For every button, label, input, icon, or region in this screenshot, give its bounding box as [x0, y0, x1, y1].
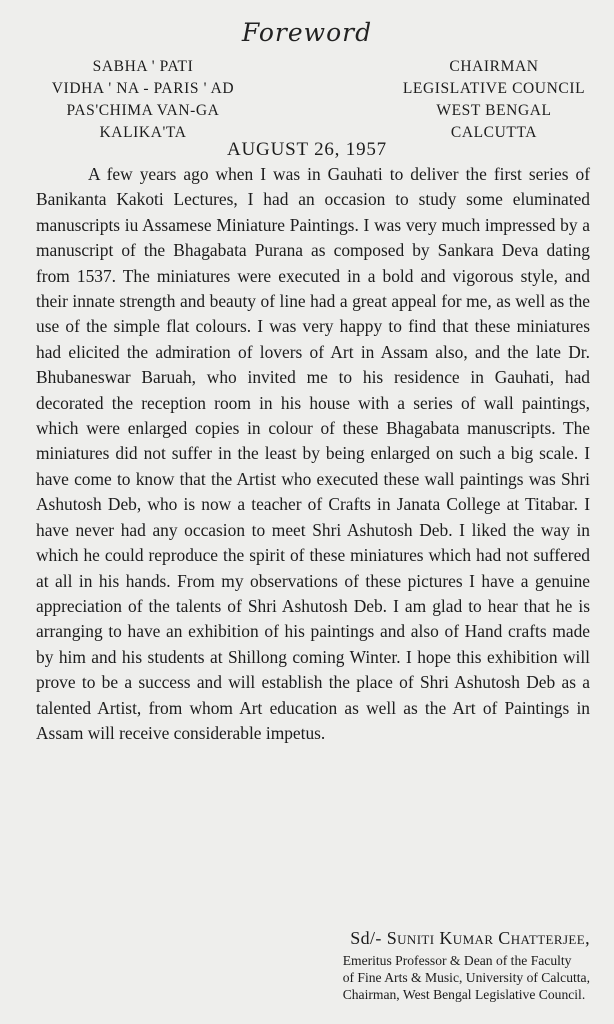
- address-left-line: PAS'CHIMA VAN-GA: [66, 102, 220, 119]
- address-right: [376, 56, 612, 144]
- signer-affiliation: [343, 952, 590, 1003]
- address-right-line: WEST BENGAL: [436, 102, 552, 119]
- address-left-line: VIDHA ' NA - PARIS ' AD: [51, 80, 235, 97]
- address-left: [18, 56, 268, 144]
- address-right-line: CHAIRMAN: [449, 58, 539, 75]
- address-left-line: KALIKA'TA: [99, 124, 187, 141]
- affiliation-line: of Fine Arts & Music, University of Calcutta,: [342, 970, 590, 985]
- affiliation-line: Emeritus Professor & Dean of the Faculty: [342, 953, 572, 968]
- signature-line: [350, 928, 590, 949]
- foreword-body: A few years ago when I was in Gauhati to deliver the first series of Banikanta Kakoti Lectures, I had an occasion to study some eluminated manuscripts iu Assamese Miniature Paintings. I was very much impressed by a manuscript of the Bhagabata Purana as composed by Sankara Deva dating from 1537. The miniatures were executed in a bold and vigorous style, and their innate strength and beauty of line had a great appeal for me, as well as the use of the simple flat colours. I was very happy to find that these miniatures had elicited the admiration of lovers of Art in Assam also, and the late Dr. Bhubaneswar Baruah, who invited me to his residence in Gauhati, had decorated the reception room in his house with a series of wall paintings, which were enlarged copies in colour of these Bhagabata manuscripts. The miniatures did not suffer in the least by being enlarged on such a big scale. I have come to know that the Artist who executed these wall paintings was Shri Ashutosh Deb, who is now a teacher of Crafts in Janata College at Titabar. I have never had any occasion to meet Shri Ashutosh Deb. I liked the way in which he could reproduce the spirit of these miniatures which had not suffered at all in his hands. From my observations of these pictures I have a genuine appreciation of the talents of Shri Ashutosh Deb. I am glad to hear that he is arranging to have an exhibition of his paintings and also of Hand crafts made by him and his students at Shillong coming Winter. I hope this exhibition will prove to be a success and will establish the place of Shri Ashutosh Deb as a talented Artist, from whom Art education as well as the Art of Paintings in Assam will receive considerable impetus.: [36, 164, 590, 743]
- page-title: Foreword: [241, 18, 373, 47]
- address-right-line: CALCUTTA: [450, 124, 538, 141]
- affiliation-line: Chairman, West Bengal Legislative Council.: [342, 987, 586, 1002]
- address-left-line: SABHA ' PATI: [92, 58, 194, 75]
- address-right-line: LEGISLATIVE COUNCIL: [402, 80, 586, 97]
- signer-name: Suniti Kumar Chatterjee,: [386, 928, 590, 948]
- letter-date: AUGUST 26, 1957: [227, 139, 387, 160]
- signature-prefix: Sd/-: [350, 928, 382, 948]
